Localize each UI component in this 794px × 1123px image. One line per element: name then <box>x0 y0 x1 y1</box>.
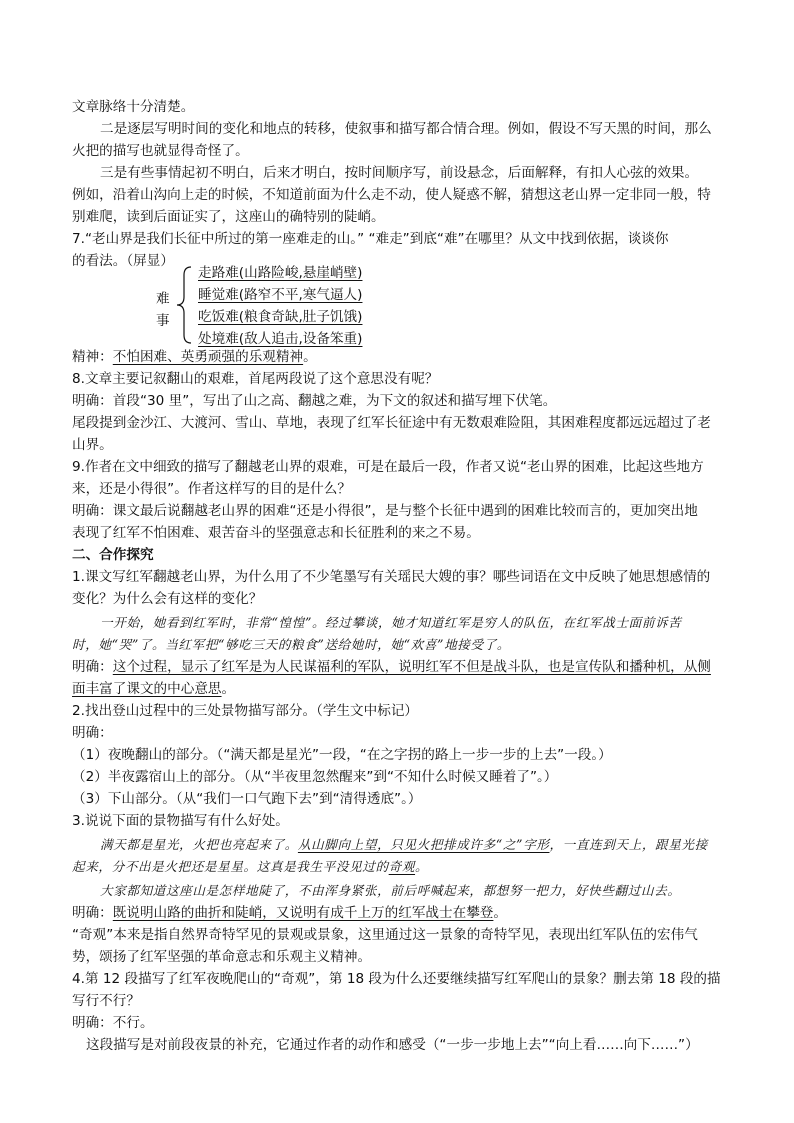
answer-8-cont: 山界。 <box>72 437 113 453</box>
quote-text: ，一直连到天上，跟星光接 <box>549 837 708 852</box>
answer-4: 明确：不行。 <box>72 1015 154 1031</box>
quote-underlined: 奇观 <box>388 859 416 874</box>
quote-line: 一开始，她看到红军时，非常“惶惶”。经过攀谈，她才知道红军是穷人的队伍，在红军战士面前诉苦 <box>100 615 682 630</box>
answer-2-label: 明确： <box>72 725 113 741</box>
answer-4-cont: 这段描写是对前段夜景的补充，它通过作者的动作和感受（“一步一步地上去”“向上看……向下……”） <box>86 1037 699 1053</box>
difficulty-item: 走路难(山路险峻,悬崖峭壁) <box>198 265 363 281</box>
answer-3 <box>72 902 737 924</box>
answer-2-item: （3）下山部分。（从“我们一口气跑下去”到“清得透底”。） <box>72 791 422 807</box>
question-8: 8.文章主要记叙翻山的艰难，首尾两段说了这个意思没有呢？ <box>72 371 439 387</box>
difficulty-item: 睡觉难(路窄不平,寒气逼人) <box>198 287 363 303</box>
answer-2-item: （2）半夜露宿山上的部分。（从“半夜里忽然醒来”到“不知什么时候又睡着了”。） <box>72 769 558 785</box>
paragraph-line: 文章脉络十分清楚。 <box>72 99 195 115</box>
problem-4: 4.第 12 段描写了红军夜晚爬山的“奇观”，第 18 段为什么还要继续描写红军爬山的景象？删去第 18 段的描 <box>72 971 721 987</box>
answer-9: 明确：课文最后说翻越老山界的困难“还是小得很”，是与整个长征中遇到的困难比较而言的，更加突出地 <box>72 503 698 519</box>
quote-line <box>72 856 737 878</box>
answer-1 <box>72 656 737 678</box>
brace-icon <box>175 265 193 345</box>
paragraph-line: 三是有些事情起初不明白，后来才明白，按时间顺序写，前设悬念，后面解释，有扣人心弦的效果。 <box>100 165 699 181</box>
answer-2-item: （1）夜晚翻山的部分。（“满天都是星光”一段，“在之字拐的路上一步一步的上去”一段。） <box>72 747 612 763</box>
problem-1: 1.课文写红军翻越老山界，为什么用了不少笔墨写有关瑶民大嫂的事？哪些词语在文中反映了她思想感情的 <box>72 569 711 585</box>
quote-underlined: 从山脚向上望，只见火把排成许多“之”字形 <box>297 837 550 852</box>
paragraph-line: 二是逐层写明时间的变化和地点的转移，使叙事和描写都合情合理。例如，假设不写天黑的时间，那么 <box>100 121 712 137</box>
answer-3-cont: “奇观”本来是指自然界奇特罕见的景观或景象，这里通过这一景象的奇特罕见，表现出红军队伍的宏伟气 <box>72 927 698 943</box>
answer-1-cont <box>72 678 737 700</box>
problem-1-cont: 变化？为什么会有这样的变化？ <box>72 591 263 607</box>
question-9: 9.作者在文中细致的描写了翻越老山界的艰难，可是在最后一段，作者又说“老山界的困难，比起这些地方 <box>72 459 704 475</box>
problem-3: 3.说说下面的景物描写有什么好处。 <box>72 813 289 829</box>
question-7-cont: 的看法。（屏显） <box>72 253 174 269</box>
question-9-cont: 来，还是小得很”。作者这样写的目的是什么？ <box>72 481 351 497</box>
quote-line <box>100 834 737 856</box>
shi-label: 事 <box>156 313 170 329</box>
difficulty-item: 处境难(敌人追击,设备笨重) <box>198 331 363 347</box>
answer-9-cont: 表现了红军不怕困难、艰苦奋斗的坚强意志和长征胜利的来之不易。 <box>72 525 480 541</box>
answer-underlined: 这个过程，显示了红军是为人民谋福利的军队，说明红军不但是战斗队，也是宣传队和播种机，从侧 <box>112 659 711 675</box>
spirit-line: 精神：不怕困难、英勇顽强的乐观精神。 <box>72 349 317 365</box>
problem-2: 2.找出登山过程中的三处景物描写部分。（学生文中标记） <box>72 703 419 719</box>
spirit-label: 精神： <box>72 349 113 365</box>
answer-8: 明确：首段“30 里”，写出了山之高、翻越之难，为下文的叙述和描写埋下伏笔。 <box>72 393 557 409</box>
answer-underlined: 面丰富了课文的中心意思 <box>72 681 222 697</box>
nan-label: 难 <box>156 291 170 307</box>
paragraph-line: 别难爬，读到后面证实了，这座山的确特别的陡峭。 <box>72 209 385 225</box>
question-7: 7.“老山界是我们长征中所过的第一座难走的山。” “难走”到底“难”在哪里？从文中找到依据，谈谈你 <box>72 231 669 247</box>
answer-8-cont: 尾段提到金沙江、大渡河、雪山、草地，表现了红军长征途中有无数艰难险阻，其困难程度都远远超过了老 <box>72 415 711 431</box>
answer-label: 明确： <box>72 659 113 675</box>
answer-underlined: 既说明山路的曲折和陡峭，又说明有成千上万的红军战士在攀登 <box>112 905 494 921</box>
quote-text: 。 <box>415 859 429 874</box>
paragraph-line: 例如，沿着山沟向上走的时候，不知道前面为什么走不动，使人疑惑不解，猜想这老山界一定非同一般，特 <box>72 187 711 203</box>
answer-end: 。 <box>493 905 507 921</box>
spirit-value: 不怕困难、英勇顽强的乐观精神 <box>112 349 304 365</box>
answer-end: 。 <box>221 681 236 697</box>
quote-text: 起来，分不出是火把还是星星。这真是我生平没见过的 <box>72 859 389 874</box>
answer-3-cont: 势，颂扬了红军坚强的革命意志和乐观主义精神。 <box>72 949 372 965</box>
quote-line: 时，她“哭”了。当红军把“够吃三天的粮食”送给她时，她“欢喜”地接受了。 <box>72 637 511 652</box>
quote-text: 满天都是星光，火把也亮起来了。 <box>100 837 298 852</box>
section-heading: 二、合作探究 <box>72 547 154 563</box>
answer-label: 明确： <box>72 905 113 921</box>
paragraph-line: 火把的描写也就显得奇怪了。 <box>72 143 249 159</box>
quote-line: 大家都知道这座山是怎样地陡了，不由浑身紧张，前后呼喊起来，都想努一把力，好快些翻过山去。 <box>100 883 681 898</box>
difficulty-item: 吃饭难(粮食奇缺,肚子饥饿) <box>198 309 363 325</box>
problem-4-cont: 写行不行？ <box>72 993 140 1009</box>
